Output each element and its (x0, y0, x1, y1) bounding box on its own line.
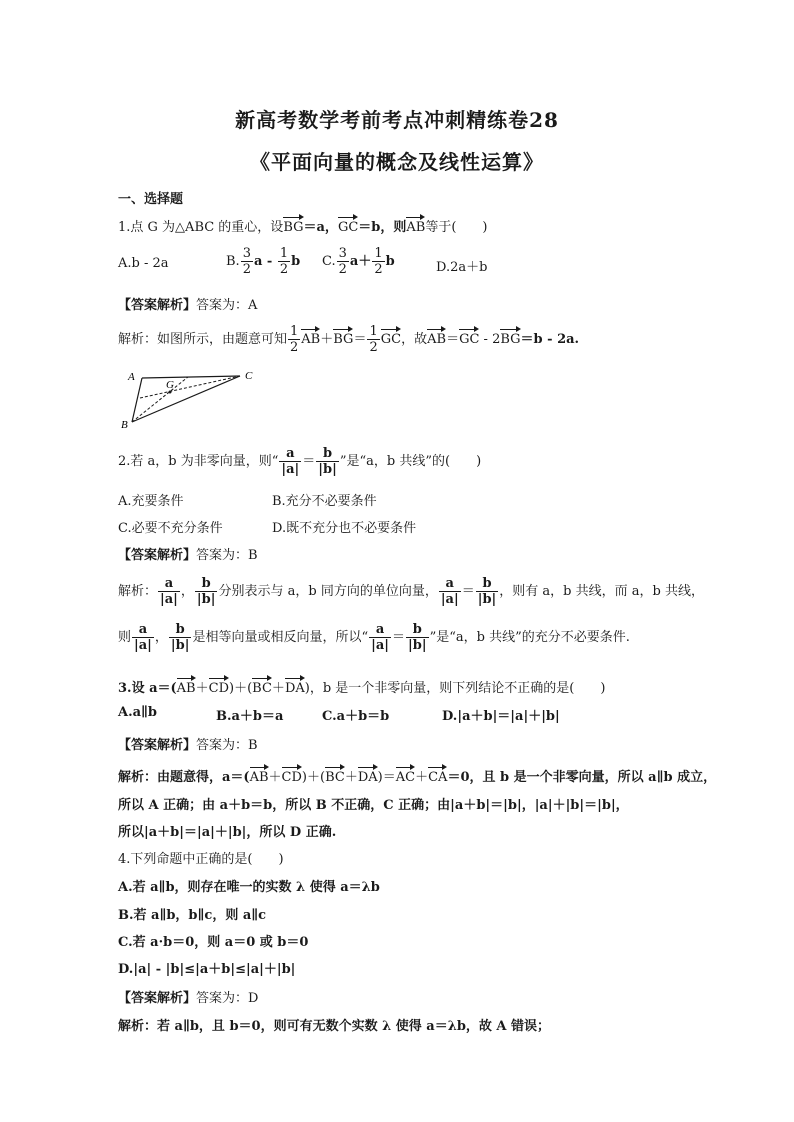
vector-ab: AB (301, 332, 321, 347)
vector-cd: CD (208, 681, 230, 696)
fraction: $\frac{1}{2}$ (279, 246, 289, 277)
solution-text: ＝0，且 b 是一个非零向量，所以 a∥b 成立， (447, 770, 717, 785)
solution-text: 解析：如图所示，由题意可知 (118, 332, 288, 347)
fraction: $\frac{a}{|a|}$ (281, 446, 300, 477)
q1-stem (118, 216, 487, 235)
equals: ＝ (302, 454, 316, 469)
vector-ab: AB (249, 770, 269, 785)
solution-text: ，则有 a，b 共线，而 a，b 共线， (499, 584, 704, 599)
vector-gc: GC (337, 220, 359, 235)
answer-text: 答案为：D (196, 991, 259, 1006)
vector-ac: AC (395, 770, 416, 785)
fraction: $\frac{b}{|b|}$ (408, 622, 427, 653)
q3-solution-line2: 所以 A 正确；由 a＋b＝b，所以 B 不正确，C 正确；由|a＋b|＝|b|，|a|＋|b|＝|b|， (118, 798, 629, 813)
plus: ＋ (415, 770, 429, 785)
q2-stem (118, 446, 481, 477)
q2-solution-line1 (118, 576, 704, 607)
triangle-figure (118, 368, 268, 430)
vector-cd: CD (281, 770, 302, 785)
option-text: b (291, 254, 301, 269)
fraction: $\frac{a}{|a|}$ (440, 576, 459, 607)
page-title: 新高考数学考前考点冲刺精练卷28 (235, 108, 559, 132)
comma: ， (154, 630, 168, 645)
q1-stem-end: 等于( ) (425, 220, 488, 235)
fraction: $\frac{3}{2}$ (338, 246, 347, 277)
q2-stem-text: 2.若 a，b 为非零向量，则“ (118, 454, 279, 469)
fraction: $\frac{a}{|a|}$ (160, 576, 178, 607)
q1-solution (118, 324, 579, 355)
answer-label: 【答案解析】 (118, 298, 197, 313)
plus: ＋ (271, 681, 285, 696)
plus: ＋ (195, 681, 209, 696)
solution-text: 则 (118, 630, 132, 645)
plus: ＋ (268, 770, 282, 785)
q2-stem-end: ”是“a，b 共线”的( ) (339, 454, 482, 469)
fraction: $\frac{1}{2}$ (374, 246, 383, 277)
answer-label: 【答案解析】 (118, 738, 197, 753)
solution-text: ，故 (401, 332, 428, 347)
answer-label: 【答案解析】 (118, 548, 197, 563)
vector-ab: AB (427, 332, 447, 347)
fraction: $\frac{a}{|a|}$ (371, 622, 390, 653)
answer-text: 答案为：B (196, 738, 258, 753)
equals: ＝ (461, 584, 475, 599)
q3-stem (118, 677, 605, 696)
q3-option-a: A.a∥b (118, 705, 158, 720)
answer-text: 答案为：A (196, 298, 258, 313)
vertex-label-b: B (121, 419, 128, 430)
vector-bg: BG (333, 332, 354, 347)
q2-option-c: C.必要不充分条件 (118, 521, 223, 536)
solution-text: 是相等向量或相反向量，所以“ (192, 630, 369, 645)
fraction: $\frac{a}{|a|}$ (134, 622, 152, 653)
vector-bg: BG (500, 332, 521, 347)
minus: - 2 (479, 332, 501, 347)
q3-option-d: D.|a＋b|＝|a|＋|b| (442, 709, 560, 724)
option-text: a＋ (349, 254, 372, 269)
q2-option-a: A.充要条件 (118, 494, 184, 509)
vector-da: DA (357, 770, 378, 785)
section-heading: 一、选择题 (118, 192, 184, 207)
q3-stem-end: )，b 是一个非零向量，则下列结论不正确的是( ) (304, 681, 606, 696)
edge-bc (132, 376, 240, 422)
answer-label: 【答案解析】 (118, 991, 197, 1006)
vector-ab: AB (406, 220, 426, 235)
solution-text: ＝b - 2a. (520, 332, 580, 347)
equals: ＝ (353, 332, 367, 347)
solution-text: 解析： (118, 584, 158, 599)
fraction: $\frac{1}{2}$ (369, 324, 378, 355)
q3-option-c: C.a＋b＝b (322, 709, 390, 724)
q1-option-d: D.2a＋b (436, 260, 488, 275)
solution-text: ”是“a，b 共线”的充分不必要条件. (429, 630, 630, 645)
q1-option-a: A.b - 2a (118, 256, 169, 271)
q3-option-b: B.a＋b＝a (216, 709, 284, 724)
solution-text: 分别表示与 a，b 同方向的单位向量， (218, 584, 438, 599)
q4-option-b: B.若 a∥b，b∥c，则 a∥c (118, 908, 267, 923)
q2-option-d: D.既不充分也不必要条件 (272, 521, 417, 536)
q2-solution-line2 (118, 622, 630, 653)
q2-answer (118, 544, 258, 563)
fraction: $\frac{b}{|b|}$ (477, 576, 497, 607)
vector-gc: GC (459, 332, 480, 347)
q1-stem-text: 1.点 G 为△ABC 的重心，设 (118, 220, 284, 235)
q4-option-c: C.若 a·b＝0，则 a＝0 或 b＝0 (118, 935, 309, 950)
q4-option-a: A.若 a∥b，则存在唯一的实数 λ 使得 a＝λb (118, 880, 380, 895)
q3-solution-line3: 所以|a＋b|＝|a|＋|b|，所以 D 正确. (118, 825, 337, 840)
q3-solution-line1 (118, 766, 716, 785)
vertex-label-a: A (128, 371, 135, 383)
answer-text: 答案为：B (196, 548, 258, 563)
vector-ab: AB (176, 681, 196, 696)
q3-stem-text: 3.设 a＝( (118, 681, 177, 696)
q4-stem: 4.下列命题中正确的是( ) (118, 852, 284, 867)
option-label: C. (322, 254, 336, 269)
q2-option-b: B.充分不必要条件 (272, 494, 377, 509)
vector-ca: CA (428, 770, 448, 785)
vector-bc: BC (325, 770, 345, 785)
equals: ＝ (446, 332, 460, 347)
fraction: $\frac{b}{|b|}$ (196, 576, 216, 607)
fraction: $\frac{3}{2}$ (242, 246, 251, 277)
vector-da: DA (284, 681, 305, 696)
vertex-label-g: G (166, 379, 174, 391)
option-text: b (385, 254, 395, 269)
fraction: $\frac{b}{|b|}$ (318, 446, 337, 477)
equals: ＝ (392, 630, 406, 645)
median-c (140, 376, 240, 398)
q4-answer (118, 987, 258, 1006)
paren: )＋( (229, 681, 253, 696)
comma: ， (180, 584, 194, 599)
q1-option-b (226, 246, 300, 277)
fraction: $\frac{b}{|b|}$ (170, 622, 190, 653)
q4-solution-line1: 解析：若 a∥b，且 b＝0，则可有无数个实数 λ 使得 a＝λb，故 A 错误； (118, 1019, 551, 1034)
plus: ＋ (320, 332, 334, 347)
fraction: $\frac{1}{2}$ (290, 324, 299, 355)
q3-answer (118, 734, 258, 753)
paren: )＝ (377, 770, 396, 785)
q4-option-d: D.|a| - |b|≤|a＋b|≤|a|＋|b| (118, 962, 296, 977)
vector-gc: GC (380, 332, 402, 347)
q1-option-c (322, 246, 395, 277)
vector-bc: BC (252, 681, 272, 696)
option-text: a - (253, 254, 277, 269)
paren: )＋( (301, 770, 326, 785)
q1-stem-text3: ＝b，则 (358, 220, 407, 235)
q1-answer (118, 294, 257, 313)
vector-bg: BG (283, 220, 304, 235)
edge-ac (142, 376, 240, 378)
q1-stem-text2: ＝a， (303, 220, 338, 235)
plus: ＋ (344, 770, 358, 785)
solution-text: 解析：由题意得，a＝( (118, 770, 250, 785)
vertex-label-c: C (245, 370, 253, 382)
option-label: B. (226, 254, 240, 269)
page-subtitle: 《平面向量的概念及线性运算》 (250, 150, 544, 174)
